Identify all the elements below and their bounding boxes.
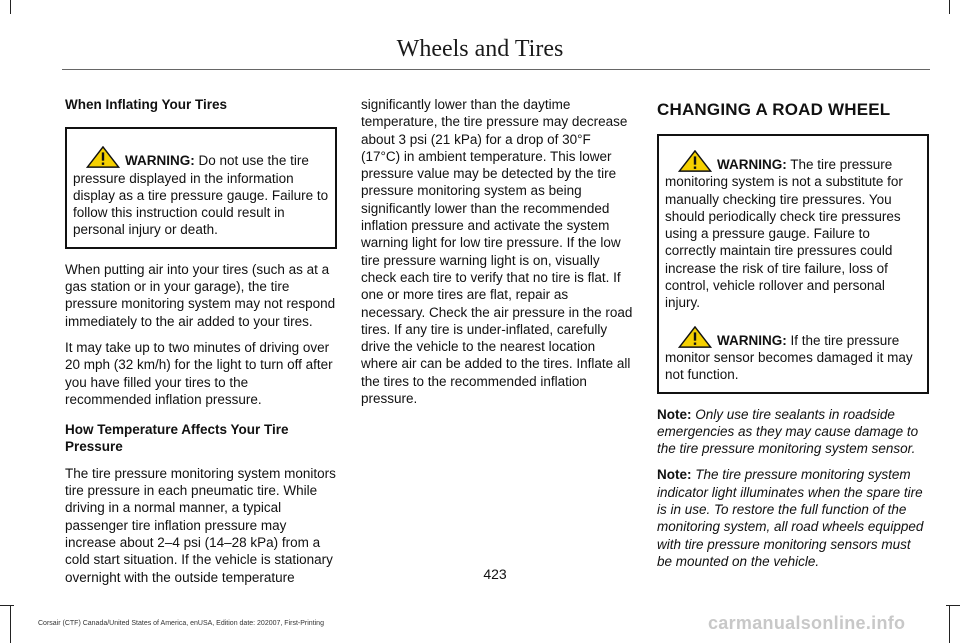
footer-edition-info: Corsair (CTF) Canada/United States of America, enUSA, Edition date: 202007, First-Printing bbox=[38, 620, 324, 627]
column-2 bbox=[361, 96, 633, 416]
page-title: Wheels and Tires bbox=[396, 36, 564, 62]
crop-mark-bottom-left-v bbox=[10, 605, 11, 643]
warning-label: WARNING: bbox=[717, 157, 787, 172]
paragraph: When putting air into your tires (such as at a gas station or in your garage), the tire pressure monitoring system may not respond immediately to the air added to your tires. bbox=[65, 261, 336, 329]
warning-triangle-icon bbox=[677, 150, 713, 172]
page-number: 423 bbox=[483, 566, 507, 582]
warning-text: The tire pressure monitoring system is not a substitute for manually checking tire pressures. You should periodically check tire pressures using a pressure gauge. Failure to correctly maintain tire pressures could increase the risk of tire failure, loss of control, vehicle rollover and personal injury. bbox=[665, 157, 903, 311]
note-label: Note: bbox=[657, 406, 692, 422]
warning-box bbox=[65, 127, 337, 248]
warning-text: If the tire pressure monitor sensor becomes damaged it may not function. bbox=[665, 332, 913, 383]
warning-spacer bbox=[665, 312, 921, 326]
warning-triangle-icon bbox=[85, 146, 121, 168]
warning-text: Do not use the tire pressure displayed in the information display as a tire pressure gauge. Failure to follow this instruction could result in personal injury or death. bbox=[73, 153, 329, 238]
crop-mark-bottom-left-h bbox=[0, 605, 14, 606]
watermark: carmanualsonline.info bbox=[708, 613, 906, 633]
crop-mark-top-left-v bbox=[10, 0, 11, 14]
note-label: Note: bbox=[657, 467, 692, 483]
column-3 bbox=[657, 96, 929, 579]
note-text: The tire pressure monitoring system indicator light illuminates when the spare tire is in use. To restore the full function of the monitoring system, all road wheels equipped with tire pressure monitoring sensors must be mounted on the vehicle. bbox=[657, 467, 924, 569]
paragraph: It may take up to two minutes of driving over 20 mph (32 km/h) for the light to turn off after you have filled your tires to the recommended inflation pressure. bbox=[65, 339, 333, 407]
note bbox=[657, 466, 929, 570]
warning-triangle-icon bbox=[677, 326, 713, 348]
crop-mark-bottom-right-v bbox=[949, 605, 950, 643]
crop-mark-bottom-right-h bbox=[946, 605, 960, 606]
paragraph: The tire pressure monitoring system monitors tire pressure in each pneumatic tire. While driving in a normal manner, a typical passenger tire inflation pressure may increase about 2–4 psi (14–28 kPa) from a cold start situation. If the vehicle is stationary overnight with the outside temperature bbox=[65, 465, 336, 585]
crop-mark-top-right-v bbox=[949, 0, 950, 14]
warning-label: WARNING: bbox=[717, 332, 787, 348]
note-text: Only use tire sealants in roadside emergencies as they may cause damage to the tire pressure monitoring system sensor. bbox=[657, 406, 919, 457]
note bbox=[657, 406, 929, 458]
paragraph: significantly lower than the daytime temperature, the tire pressure may decrease about 3 psi (21 kPa) for a drop of 30°F (17°C) in ambient temperature. This lower pressure value may be detected by the tire pressure monitoring system as being significantly lower than the recommended inflation pressure and activate the system warning light for low tire pressure. If the low tire pressure warning light is on, visually check each tire to verify that no tire is flat. If one or more tires are flat, repair as necessary. Check the air pressure in the road tires. If any tire is under-inflated, carefully drive the vehicle to the nearest location where air can be added to the tires. Inflate all the tires to the recommended inflation pressure. bbox=[361, 97, 633, 407]
header-rule bbox=[62, 69, 930, 70]
column-1 bbox=[65, 96, 337, 595]
warning-box bbox=[657, 134, 929, 394]
warning-label: WARNING: bbox=[125, 153, 195, 169]
section-subheading: How Temperature Affects Your Tire Pressure bbox=[65, 422, 289, 455]
section-heading: CHANGING A ROAD WHEEL bbox=[657, 100, 891, 119]
section-subheading: When Inflating Your Tires bbox=[65, 97, 228, 112]
